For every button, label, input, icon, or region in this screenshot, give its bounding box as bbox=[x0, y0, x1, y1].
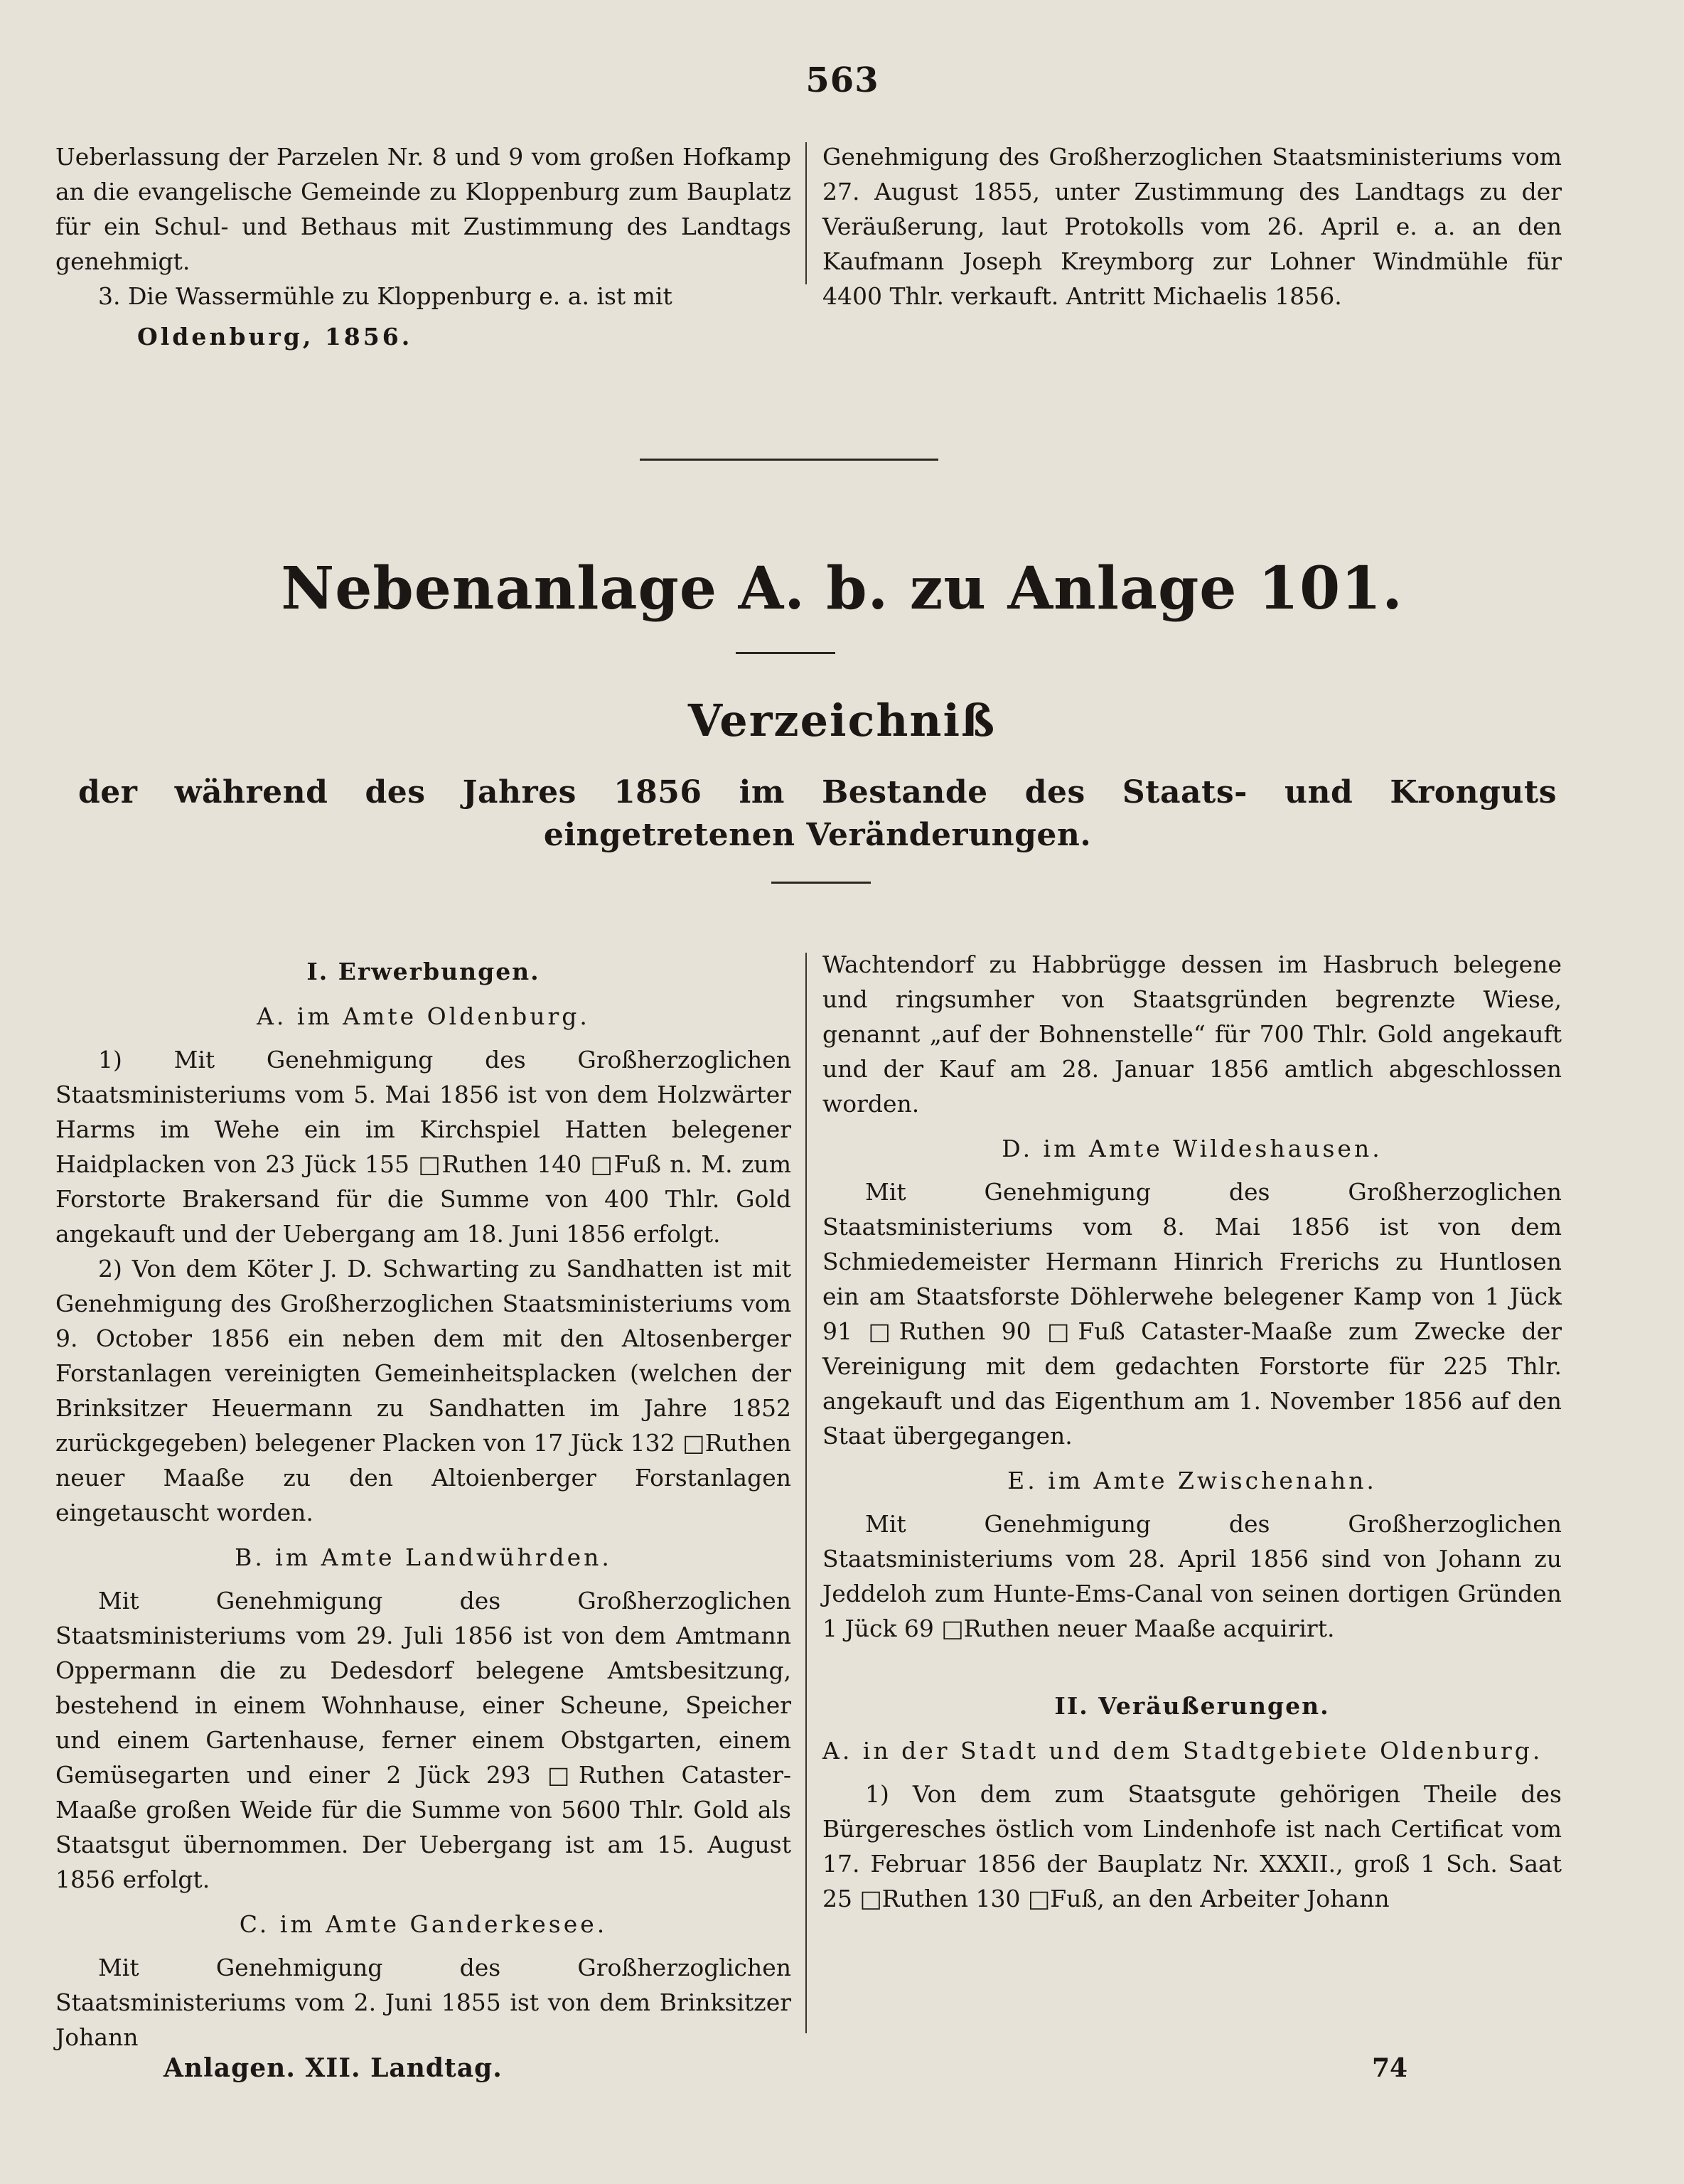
section-title-acquisitions: I. Erwerbungen. bbox=[306, 958, 540, 985]
top-left-paragraph: Ueberlassung der Parzelen Nr. 8 und 9 vom großen Hofkamp an die evangelische Gemeinde zu Kloppenburg zum Bauplatz für ein Schul- und Bethaus mit Zustimmung des Landtags genehmigt. bbox=[55, 143, 791, 275]
top-right-column bbox=[822, 139, 1562, 314]
top-right-paragraph: Genehmigung des Großherzoglichen Staatsministeriums vom 27. August 1855, unter Zustimmung des Landtags zu der Veräußerung, laut Protokolls vom 26. April e. a. an den Kaufmann Joseph Kreymborg zur Lohner Windmühle für 4400 Thlr. verkauft. Antritt Michaelis 1856. bbox=[822, 143, 1562, 310]
footer-signature: Anlagen. XII. Landtag. bbox=[163, 2053, 503, 2083]
column-divider-main bbox=[805, 953, 807, 2033]
description-divider bbox=[771, 882, 871, 884]
entry-paragraph-continued: Wachtendorf zu Habbrügge dessen im Hasbruch belegene und ringsumher von Staatsgründen begrenzte Wiese, genannt „auf der Bohnenstelle“ für 700 Thlr. Gold angekauft und der Kauf am 28. Januar 1856 amtlich abgeschlossen worden. bbox=[822, 951, 1562, 1118]
signature-line: Oldenburg, 1856. bbox=[137, 323, 413, 350]
main-left-column bbox=[55, 947, 791, 2055]
register-title: Verzeichniß bbox=[687, 695, 997, 746]
section-title-disposals: II. Veräußerungen. bbox=[1054, 1692, 1330, 1720]
sheet-number: 74 bbox=[1372, 2053, 1408, 2083]
entry-paragraph: Mit Genehmigung des Großherzoglichen Staatsministeriums vom 2. Juni 1855 ist von dem Brinksitzer Johann bbox=[55, 1954, 791, 2051]
title-divider bbox=[736, 652, 835, 654]
subsection-title-zwischenahn: E. im Amte Zwischenahn. bbox=[1007, 1467, 1377, 1494]
subsection-title-oldenburg: A. im Amte Oldenburg. bbox=[257, 1002, 590, 1030]
register-description: der während des Jahres 1856 im Bestande des Staats- und Kronguts eingetretenen Veränderungen. bbox=[78, 774, 1557, 853]
entry-paragraph: 2) Von dem Köter J. D. Schwarting zu Sandhatten ist mit Genehmigung des Großherzoglichen Staatsministeriums vom 9. October 1856 ein neben dem mit den Altosenberger Forstanlagen vereinigten Gemeinheitsplacken (welchen der Brinksitzer Heuermann zu Sandhatten im Jahre 1852 zurückgegeben) belegener Placken von 17 Jück 132 □Ruthen neuer Maaße zu den Altoienberger Forstanlagen eingetauscht worden. bbox=[55, 1255, 791, 1526]
subsection-title-city-oldenburg: A. in der Stadt und dem Stadtgebiete Oldenburg. bbox=[822, 1737, 1543, 1765]
subsection-title-landwuehrden: B. im Amte Landwührden. bbox=[235, 1543, 612, 1571]
annex-title: Nebenanlage A. b. zu Anlage 101. bbox=[281, 555, 1403, 623]
page-number: 563 bbox=[805, 60, 879, 100]
entry-paragraph: Mit Genehmigung des Großherzoglichen Staatsministeriums vom 28. April 1856 sind von Johann zu Jeddeloh zum Hunte-Ems-Canal von seinen dortigen Gründen 1 Jück 69 □Ruthen neuer Maaße acquirirt. bbox=[822, 1510, 1562, 1642]
subsection-title-wildeshausen: D. im Amte Wildeshausen. bbox=[1002, 1135, 1383, 1162]
entry-paragraph: Mit Genehmigung des Großherzoglichen Staatsministeriums vom 29. Juli 1856 ist von dem Amtmann Oppermann die zu Dedesdorf belegene Amtsbesitzung, bestehend in einem Wohnhause, einer Scheune, Speicher und einem Gartenhause, ferner einem Obstgarten, einem Gemüsegarten und einer 2 Jück 293 □Ruthen Cataster-Maaße großen Weide für die Summe von 5600 Thlr. Gold als Staatsgut übernommen. Der Uebergang ist am 15. August 1856 erfolgt. bbox=[55, 1587, 791, 1893]
top-left-column bbox=[55, 139, 791, 354]
subsection-title-ganderkesee: C. im Amte Ganderkesee. bbox=[239, 1910, 608, 1938]
column-divider-top bbox=[805, 142, 807, 284]
entry-paragraph: Mit Genehmigung des Großherzoglichen Staatsministeriums vom 8. Mai 1856 ist von dem Schmiedemeister Hermann Hinrich Frerichs zu Huntlosen ein am Staatsforste Döhlerwehe belegener Kamp von 1 Jück 91 □Ruthen 90 □Fuß Cataster-Maaße zum Zwecke der Vereinigung mit dem gedachten Forstorte für 225 Thlr. angekauft und das Eigenthum am 1. November 1856 auf den Staat übergegangen. bbox=[822, 1178, 1562, 1450]
top-left-paragraph-2: 3. Die Wassermühle zu Kloppenburg e. a. ist mit bbox=[98, 282, 672, 310]
main-right-column bbox=[822, 947, 1562, 1916]
entry-paragraph: 1) Mit Genehmigung des Großherzoglichen Staatsministeriums vom 5. Mai 1856 ist von dem Holzwärter Harms im Wehe ein im Kirchspiel Hatten belegener Haidplacken von 23 Jück 155 □Ruthen 140 □Fuß n. M. zum Forstorte Brakersand für die Summe von 400 Thlr. Gold angekauft und der Uebergang am 18. Juni 1856 erfolgt. bbox=[55, 1046, 791, 1248]
section-divider bbox=[640, 459, 938, 461]
entry-paragraph: 1) Von dem zum Staatsgute gehörigen Theile des Bürgeresches östlich vom Lindenhofe ist nach Certificat vom 17. Februar 1856 der Bauplatz Nr. XXXII., groß 1 Sch. Saat 25 □Ruthen 130 □Fuß, an den Arbeiter Johann bbox=[822, 1780, 1562, 1912]
